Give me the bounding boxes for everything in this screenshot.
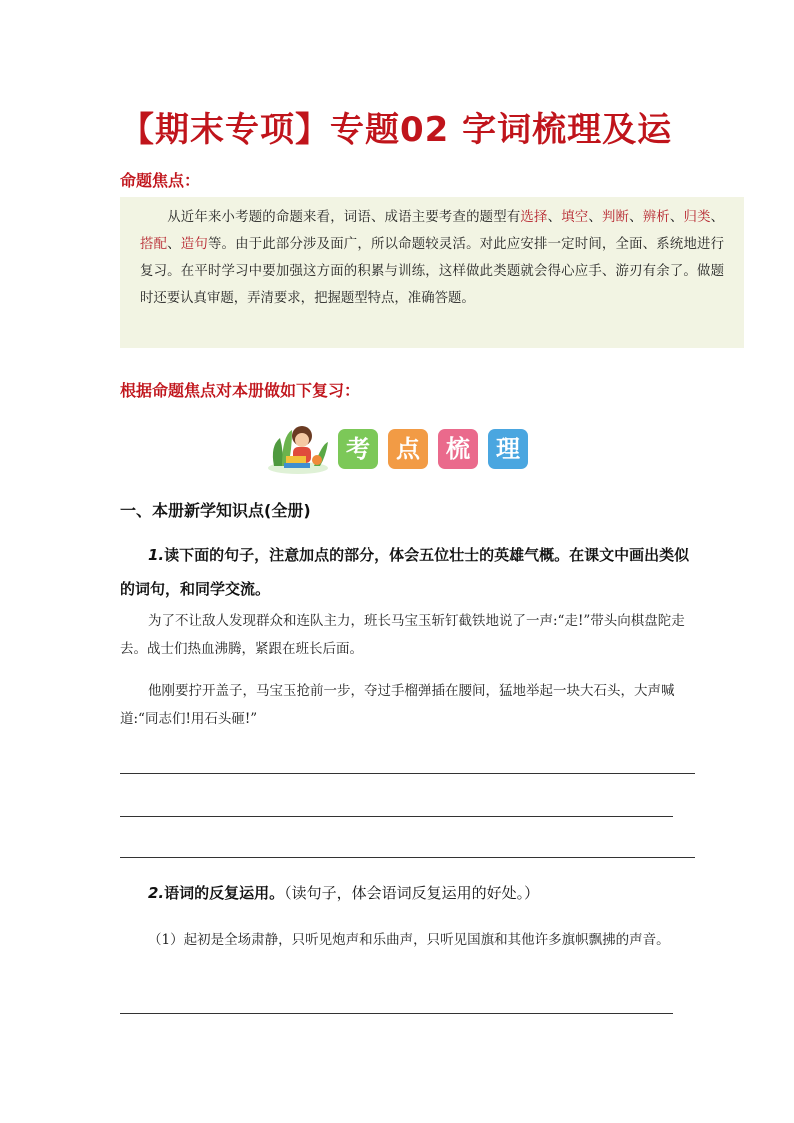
review-heading: 根据命题焦点对本册做如下复习：	[120, 381, 361, 400]
answer-line[interactable]	[120, 816, 673, 817]
question-2	[120, 876, 700, 910]
answer-line[interactable]	[120, 773, 695, 774]
question-types: 选择、填空、判断、辨析、归类、搭配、造句	[140, 210, 725, 252]
q1-sentence-2-text: 他刚要拧开盖子，马宝玉抢前一步，夺过手榴弹插在腰间，猛地举起一块大石头，大声喊道:“同志们!用石头砸!”	[120, 683, 675, 727]
question-type-highlight: 造句	[180, 237, 208, 252]
q1-sentence-1	[120, 607, 700, 663]
question-2-title: 语词的反复运用。	[164, 884, 285, 902]
reading-girl-illustration	[268, 420, 334, 476]
question-type-highlight: 搭配	[140, 237, 168, 252]
question-2-number: 2.	[148, 884, 165, 902]
answer-line[interactable]	[120, 857, 695, 858]
kaodian-banner	[268, 420, 528, 476]
answer-line[interactable]	[120, 1013, 673, 1014]
focus-heading: 命题焦点：	[120, 171, 201, 190]
section-heading: 一、本册新学知识点(全册)	[120, 501, 311, 520]
question-type-highlight: 选择	[520, 210, 548, 225]
question-type-highlight: 判断	[601, 210, 630, 225]
focus-text-1: 从近年来小考题的命题来看，词语、成语主要考查的题型有	[167, 210, 521, 225]
q2-sentence-1-text: （1）起初是全场肃静，只听见炮声和乐曲声，只听见国旗和其他许多旗帜飘拂的声音。	[148, 932, 670, 948]
kaodian-tile: 考	[338, 429, 378, 469]
focus-box	[120, 197, 744, 348]
q2-sentence-1	[120, 924, 700, 956]
question-1	[120, 538, 700, 606]
question-type-highlight: 辨析	[642, 210, 670, 225]
question-type-highlight: 填空	[561, 210, 589, 225]
page-title: 【期末专项】专题02 字词梳理及运	[120, 110, 673, 150]
question-type-highlight: 归类	[683, 210, 711, 225]
question-2-hint: （读句子，体会语词反复运用的好处。）	[284, 884, 540, 902]
q1-sentence-2	[120, 677, 700, 733]
kaodian-tile: 理	[488, 429, 528, 469]
kaodian-tile: 梳	[438, 429, 478, 469]
focus-text-2: 等。由于此部分涉及面广，所以命题较灵活。对此应安排一定时间，全面、系统地进行复习。在平时学习中要加强这方面的积累与训练，这样做此类题就会得心应手、游刃有余了。做题时还要认真审题，弄清要求，把握题型特点，准确答题。	[140, 237, 725, 306]
q1-sentence-1-text: 为了不让敌人发现群众和连队主力，班长马宝玉斩钉截铁地说了一声:“走!”带头向棋盘陀走去。战士们热血沸腾，紧跟在班长后面。	[120, 613, 685, 657]
kaodian-tile: 点	[388, 429, 428, 469]
question-1-number: 1.	[148, 546, 165, 564]
question-1-text: 读下面的句子，注意加点的部分，体会五位壮士的英雄气概。在课文中画出类似的词句，和同学交流。	[120, 546, 690, 598]
